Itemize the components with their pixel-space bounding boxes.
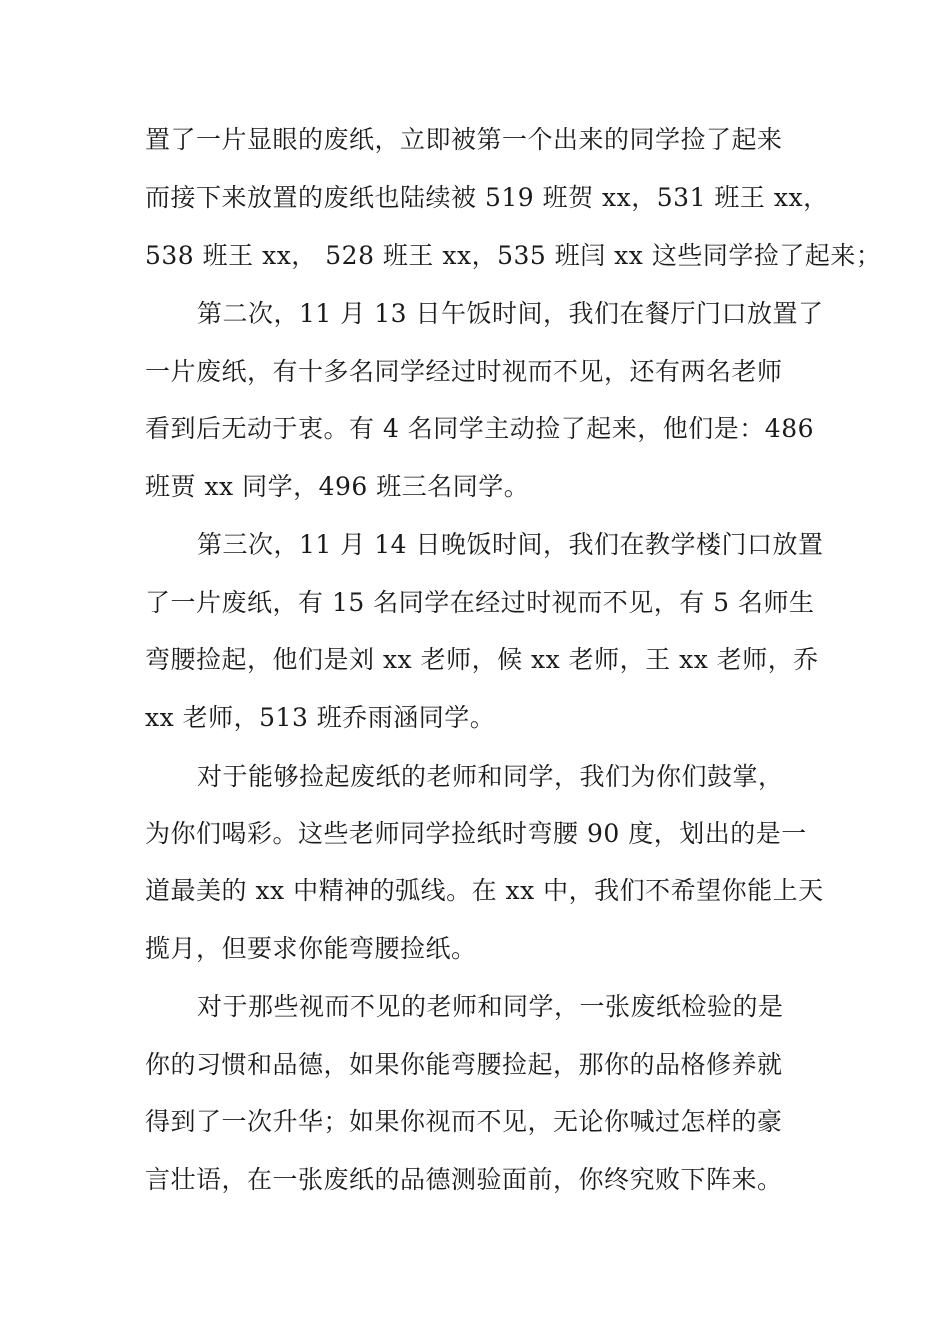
text-line: 得到了一次升华；如果你视而不见，无论你喊过怎样的豪 [145,1107,783,1136]
text-line: 弯腰捡起，他们是刘 xx 老师，候 xx 老师，王 xx 老师，乔 [145,645,819,674]
paragraph-start-line: 对于那些视而不见的老师和同学，一张废纸检验的是 [197,992,784,1021]
paragraph-start-line: 第三次，11 月 14 日晚饭时间，我们在教学楼门口放置 [197,530,824,559]
text-line: 为你们喝彩。这些老师同学捡纸时弯腰 90 度，划出的是一 [145,819,807,848]
text-line: 言壮语，在一张废纸的品德测验面前，你终究败下阵来。 [145,1165,783,1194]
text-line: 而接下来放置的废纸也陆续被 519 班贺 xx，531 班王 xx， [145,183,829,212]
text-line: 班贾 xx 同学，496 班三名同学。 [145,472,530,501]
text-line: 置了一片显眼的废纸，立即被第一个出来的同学捡了起来 [145,125,783,154]
text-line: 道最美的 xx 中精神的弧线。在 xx 中，我们不希望你能上天 [145,876,824,905]
text-line: 了一片废纸，有 15 名同学在经过时视而不见，有 5 名师生 [145,588,815,617]
text-line: xx 老师，513 班乔雨涵同学。 [145,703,496,732]
text-line: 538 班王 xx， 528 班王 xx，535 班闫 xx 这些同学捡了起来； [145,241,882,270]
text-line: 揽月，但要求你能弯腰捡纸。 [145,934,477,963]
text-line: 你的习惯和品德，如果你能弯腰捡起，那你的品格修养就 [145,1050,783,1079]
paragraph-start-line: 第二次，11 月 13 日午饭时间，我们在餐厅门口放置了 [197,299,824,328]
text-line: 看到后无动于衷。有 4 名同学主动捡了起来，他们是：486 [145,414,815,443]
text-line: 一片废纸，有十多名同学经过时视而不见，还有两名老师 [145,357,783,386]
paragraph-start-line: 对于能够捡起废纸的老师和同学，我们为你们鼓掌， [197,762,784,791]
